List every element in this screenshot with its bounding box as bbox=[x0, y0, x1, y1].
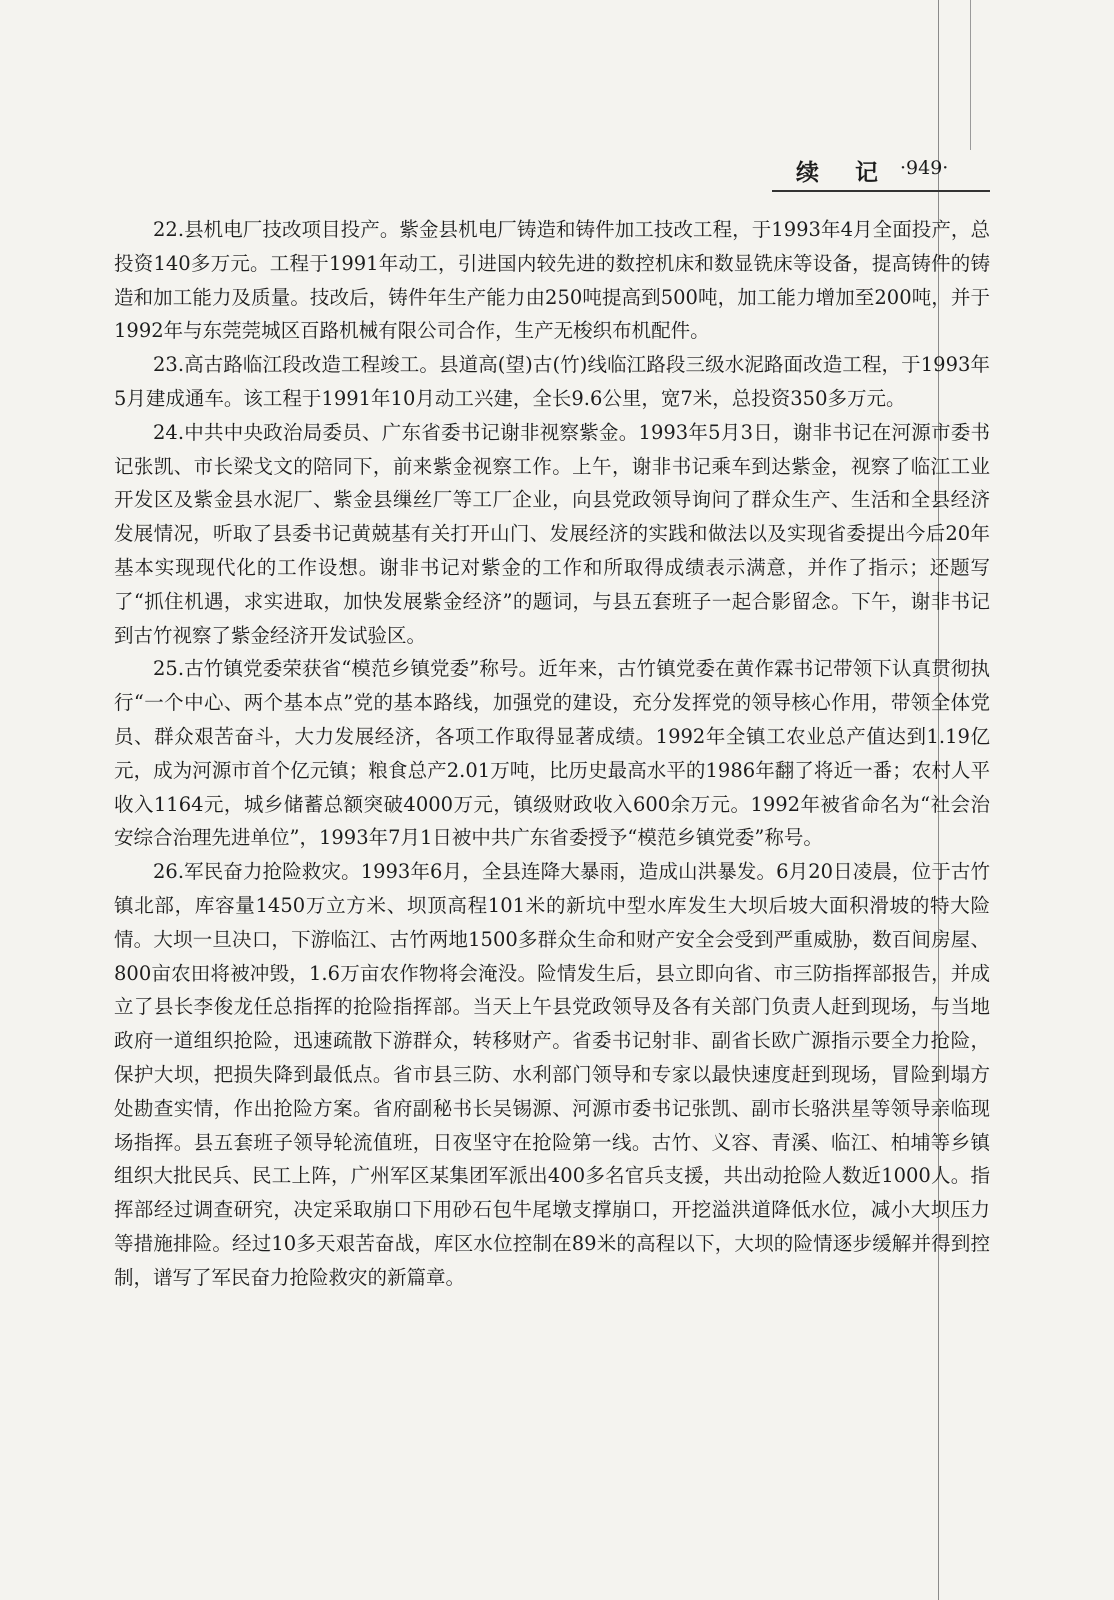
paragraph-25: 25.古竹镇党委荣获省“模范乡镇党委”称号。近年来，古竹镇党委在黄作霖书记带领下认真贯彻执行“一个中心、两个基本点”党的基本路线，加强党的建设，充分发挥党的领导核心作用，带领全体党员、群众艰苦奋斗，大力发展经济，各项工作取得显著成绩。1992年全镇工农业总产值达到1.19亿元，成为河源市首个亿元镇；粮食总产2.01万吨，比历史最高水平的1986年翻了将近一番；农村人平收入1164元，城乡储蓄总额突破4000万元，镇级财政收入600余万元。1992年被省命名为“社会治安综合治理先进单位”，1993年7月1日被中共广东省委授予“模范乡镇党委”称号。 bbox=[114, 657, 990, 850]
paragraph-24: 24.中共中央政治局委员、广东省委书记谢非视察紫金。1993年5月3日，谢非书记在河源市委书记张凯、市长梁戈文的陪同下，前来紫金视察工作。上午，谢非书记乘车到达紫金，视察了临江工业开发区及紫金县水泥厂、紫金县缫丝厂等工厂企业，向县党政领导询问了群众生产、生活和全县经济发展情况，听取了县委书记黄兢基有关打开山门、发展经济的实践和做法以及实现省委提出今后20年基本实现现代化的工作设想。谢非书记对紫金的工作和所取得成绩表示满意，并作了指示；还题写了“抓住机遇，求实进取，加快发展紫金经济”的题词，与县五套班子一起合影留念。下午，谢非书记到古竹视察了紫金经济开发试验区。 bbox=[114, 420, 990, 647]
page-number: ·949· bbox=[900, 157, 949, 179]
body-text bbox=[114, 213, 990, 1295]
running-header bbox=[772, 150, 990, 192]
section-title: 续 记 bbox=[796, 160, 893, 186]
paragraph-22: 22.县机电厂技改项目投产。紫金县机电厂铸造和铸件加工技改工程，于1993年4月全面投产，总投资140多万元。工程于1991年动工，引进国内较先进的数控机床和数显铣床等设备，提高铸件的铸造和加工能力及质量。技改后，铸件年生产能力由250吨提高到500吨，加工能力增加至200吨，并于1992年与东莞莞城区百路机械有限公司合作，生产无梭织布机配件。 bbox=[114, 218, 990, 343]
paragraph-23: 23.高古路临江段改造工程竣工。县道高(望)古(竹)线临江路段三级水泥路面改造工程，于1993年5月建成通车。该工程于1991年10月动工兴建，全长9.6公里，宽7米，总投资350多万元。 bbox=[114, 353, 990, 410]
paragraph-26: 26.军民奋力抢险救灾。1993年6月，全县连降大暴雨，造成山洪暴发。6月20日凌晨，位于古竹镇北部，库容量1450万立方米、坝顶高程101米的新坑中型水库发生大坝后坡大面积滑坡的特大险情。大坝一旦决口，下游临江、古竹两地1500多群众生命和财产安全会受到严重威胁，数百间房屋、800亩农田将被冲毁，1.6万亩农作物将会淹没。险情发生后，县立即向省、市三防指挥部报告，并成立了县长李俊龙任总指挥的抢险指挥部。当天上午县党政领导及各有关部门负责人赶到现场，与当地政府一道组织抢险，迅速疏散下游群众，转移财产。省委书记射非、副省长欧广源指示要全力抢险，保护大坝，把损失降到最低点。省市县三防、水利部门领导和专家以最快速度赶到现场，冒险到塌方处勘查实情，作出抢险方案。省府副秘书长吴锡源、河源市委书记张凯、副市长骆洪星等领导亲临现场指挥。县五套班子领导轮流值班，日夜坚守在抢险第一线。古竹、义容、青溪、临江、柏埔等乡镇组织大批民兵、民工上阵，广州军区某集团军派出400多名官兵支援，共出动抢险人数近1000人。指挥部经过调查研究，决定采取崩口下用砂石包牛尾墩支撑崩口，开挖溢洪道降低水位，减小大坝压力等措施排险。经过10多天艰苦奋战，库区水位控制在89米的高程以下，大坝的险情逐步缓解并得到控制，谱写了军民奋力抢险救灾的新篇章。 bbox=[114, 860, 990, 1289]
scan-edge-line bbox=[970, 0, 971, 150]
